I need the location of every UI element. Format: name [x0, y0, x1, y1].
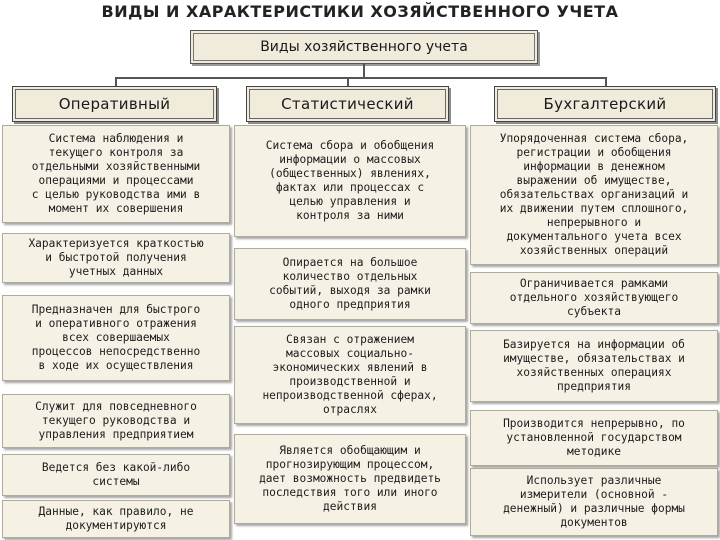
operational-card: Ведется без какой-либо системы: [2, 454, 230, 496]
statistical-card: Система сбора и обобщения информации о массовых (общественных) явлениях, фактах или процессах с целью управления и контроля за ними: [234, 125, 466, 237]
root-node: Виды хозяйственного учета: [190, 30, 538, 64]
operational-card: Данные, как правило, не документируются: [2, 500, 230, 538]
connector-col1: [115, 77, 117, 86]
operational-card: Предназначен для быстрого и оперативного отражения всех совершаемых процессов непосредственно в ходе их осуществления: [2, 295, 230, 381]
connector-col3: [605, 77, 607, 86]
operational-card: Служит для повседневного текущего руководства и управления предприятием: [2, 394, 230, 448]
accounting-card: Производится непрерывно, по установленной государством методике: [470, 410, 718, 466]
accounting-card: Ограничивается рамками отдельного хозяйствующего субъекта: [470, 272, 718, 324]
header-accounting: Бухгалтерский: [494, 86, 716, 122]
connector-col2: [347, 77, 349, 86]
header-operational: Оперативный: [12, 86, 217, 122]
statistical-card: Связан с отражением массовых социально- экономических явлений в производственной и непроизводственной сферах, отраслях: [234, 326, 466, 424]
statistical-card: Опирается на большое количество отдельных событий, выходя за рамки одного предприятия: [234, 248, 466, 320]
operational-card: Система наблюдения и текущего контроля за отдельными хозяйственными операциями и процессами с целью руководства ими в момент их совершения: [2, 125, 230, 223]
header-statistical: Статистический: [246, 86, 449, 122]
operational-card: Характеризуется краткостью и быстротой получения учетных данных: [2, 233, 230, 283]
accounting-card: Упорядоченная система сбора, регистрации и обобщения информации в денежном выражении об имуществе, обязательствах организаций и их движении путем сплошного, непрерывного и документального учета всех хозяйственных операций: [470, 125, 718, 265]
connector-horizontal: [115, 77, 607, 79]
statistical-card: Является обобщающим и прогнозирующим процессом, дает возможность предвидеть последствия того или иного действия: [234, 434, 466, 524]
connector-root-down: [363, 64, 365, 78]
accounting-card: Использует различные измерители (основной - денежный) и различные формы документов: [470, 468, 718, 536]
accounting-card: Базируется на информации об имуществе, обязательствах и хозяйственных операциях предприятия: [470, 330, 718, 402]
page-title: ВИДЫ И ХАРАКТЕРИСТИКИ ХОЗЯЙСТВЕННОГО УЧЕТА: [101, 2, 619, 21]
